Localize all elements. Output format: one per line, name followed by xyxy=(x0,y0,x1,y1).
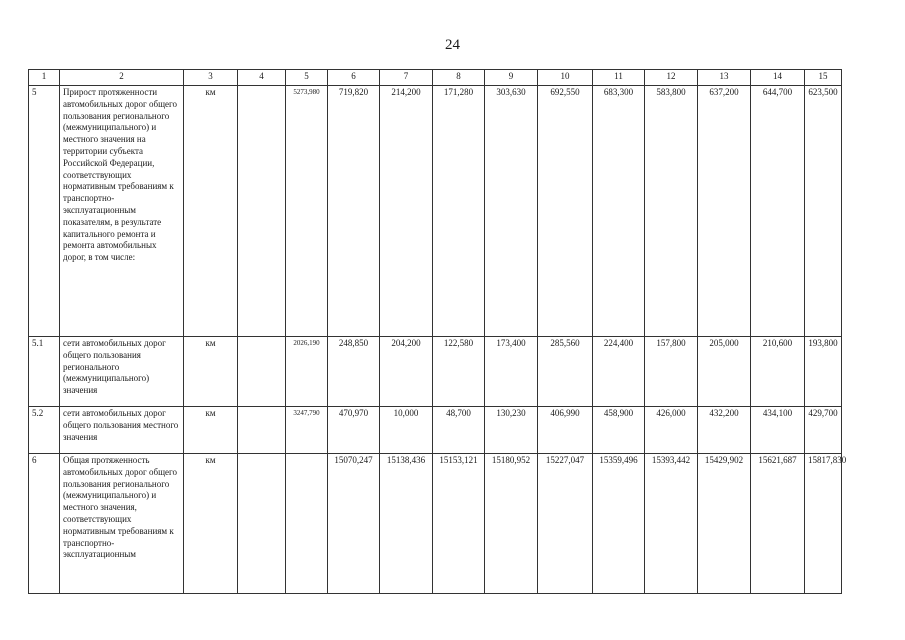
header-cell: 11 xyxy=(593,70,645,86)
table-row xyxy=(29,407,842,454)
value-cell: 15359,496 xyxy=(593,454,645,594)
indicator-name: сети автомобильных дорог общего пользования местного значения xyxy=(60,407,184,454)
table-row xyxy=(29,86,842,337)
value-cell: 623,500 xyxy=(805,86,842,337)
value-cell: 458,900 xyxy=(593,407,645,454)
value-cell: 193,800 xyxy=(805,337,842,407)
value-cell: 15621,687 xyxy=(751,454,805,594)
total-cell: 3247,790 xyxy=(286,407,328,454)
value-cell: 204,200 xyxy=(380,337,433,407)
value-cell: 15429,902 xyxy=(698,454,751,594)
unit-cell: км xyxy=(184,454,238,594)
value-cell: 285,560 xyxy=(538,337,593,407)
empty-cell xyxy=(238,337,286,407)
value-cell: 470,970 xyxy=(328,407,380,454)
value-cell: 683,300 xyxy=(593,86,645,337)
value-cell: 248,850 xyxy=(328,337,380,407)
value-cell: 15070,247 xyxy=(328,454,380,594)
value-cell: 719,820 xyxy=(328,86,380,337)
indicator-name: Общая протяженность автомобильных дорог общего пользования регионального (межмуниципального) и местного значения, соответствующих нормативным требованиям к транспортно-эксплуатационным xyxy=(60,454,184,594)
value-cell: 15153,121 xyxy=(433,454,485,594)
header-cell: 9 xyxy=(485,70,538,86)
value-cell: 205,000 xyxy=(698,337,751,407)
value-cell: 15227,047 xyxy=(538,454,593,594)
value-cell: 173,400 xyxy=(485,337,538,407)
header-cell: 10 xyxy=(538,70,593,86)
indicator-name: сети автомобильных дорог общего пользования регионального (межмуниципального) значения xyxy=(60,337,184,407)
header-cell: 13 xyxy=(698,70,751,86)
value-cell: 210,600 xyxy=(751,337,805,407)
value-cell: 10,000 xyxy=(380,407,433,454)
table-row xyxy=(29,454,842,594)
value-cell: 15180,952 xyxy=(485,454,538,594)
header-cell: 1 xyxy=(29,70,60,86)
value-cell: 15817,830 xyxy=(805,454,842,594)
header-cell: 5 xyxy=(286,70,328,86)
row-number: 5.2 xyxy=(29,407,60,454)
value-cell: 157,800 xyxy=(645,337,698,407)
value-cell: 406,990 xyxy=(538,407,593,454)
value-cell: 637,200 xyxy=(698,86,751,337)
header-cell: 3 xyxy=(184,70,238,86)
header-cell: 14 xyxy=(751,70,805,86)
value-cell: 303,630 xyxy=(485,86,538,337)
header-cell: 2 xyxy=(60,70,184,86)
empty-cell xyxy=(238,407,286,454)
page-number: 24 xyxy=(445,37,460,53)
total-cell: 2026,190 xyxy=(286,337,328,407)
value-cell: 432,200 xyxy=(698,407,751,454)
header-cell: 8 xyxy=(433,70,485,86)
value-cell: 122,580 xyxy=(433,337,485,407)
value-cell: 171,280 xyxy=(433,86,485,337)
value-cell: 583,800 xyxy=(645,86,698,337)
value-cell: 224,400 xyxy=(593,337,645,407)
data-table xyxy=(28,69,847,594)
total-cell xyxy=(286,454,328,594)
total-cell: 5273,980 xyxy=(286,86,328,337)
table-row xyxy=(29,337,842,407)
row-number: 5.1 xyxy=(29,337,60,407)
value-cell: 214,200 xyxy=(380,86,433,337)
empty-cell xyxy=(238,454,286,594)
value-cell: 692,550 xyxy=(538,86,593,337)
value-cell: 644,700 xyxy=(751,86,805,337)
value-cell: 130,230 xyxy=(485,407,538,454)
header-cell: 4 xyxy=(238,70,286,86)
value-cell: 429,700 xyxy=(805,407,842,454)
unit-cell: км xyxy=(184,407,238,454)
indicator-name: Прирост протяженности автомобильных дорог общего пользования регионального (межмуниципального) и местного значения на территории субъекта Российской Федерации, соответствующих нормативным требованиям к транспортно-эксплуатационным показателям, в результате капитального ремонта и ремонта автомобильных дорог, в том числе: xyxy=(60,86,184,337)
header-cell: 7 xyxy=(380,70,433,86)
value-cell: 426,000 xyxy=(645,407,698,454)
value-cell: 15138,436 xyxy=(380,454,433,594)
empty-cell xyxy=(238,86,286,337)
unit-cell: км xyxy=(184,337,238,407)
value-cell: 48,700 xyxy=(433,407,485,454)
header-row xyxy=(29,70,842,86)
row-number: 5 xyxy=(29,86,60,337)
header-cell: 15 xyxy=(805,70,842,86)
unit-cell: км xyxy=(184,86,238,337)
header-cell: 12 xyxy=(645,70,698,86)
value-cell: 434,100 xyxy=(751,407,805,454)
header-cell: 6 xyxy=(328,70,380,86)
row-number: 6 xyxy=(29,454,60,594)
value-cell: 15393,442 xyxy=(645,454,698,594)
